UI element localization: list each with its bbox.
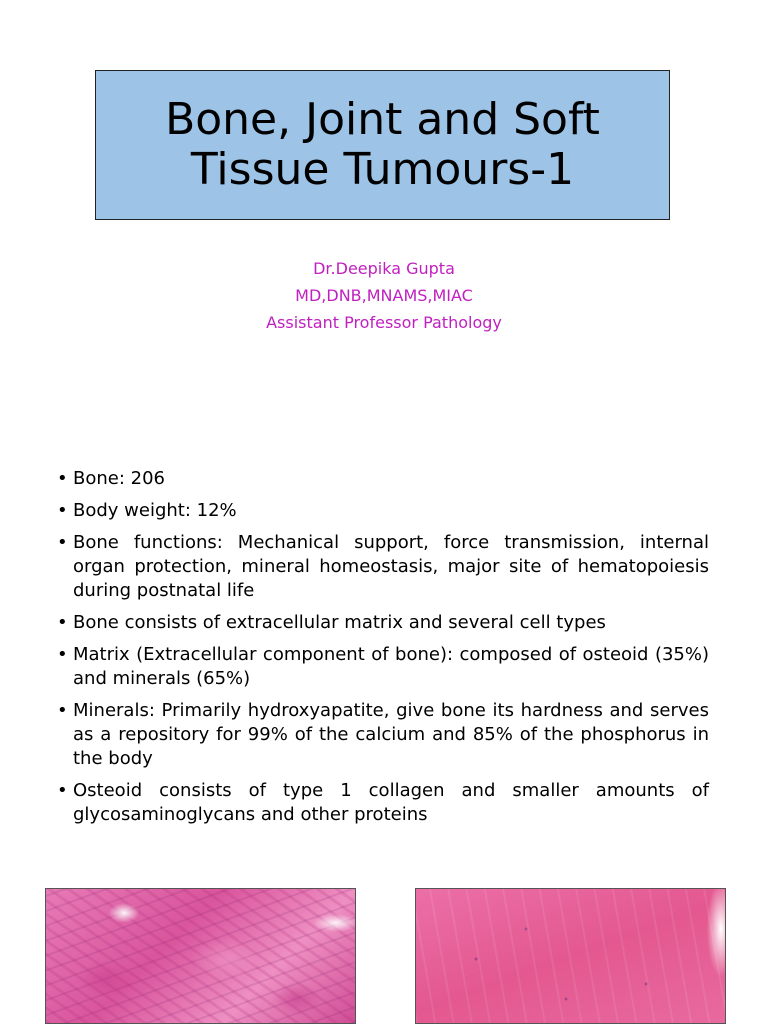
bullet-item: • Osteoid consists of type 1 collagen and smaller amounts of glycosaminoglycans and other proteins [57,779,709,827]
histology-image-right [415,888,726,1024]
author-position: Assistant Professor Pathology [266,313,502,332]
slide-title-line-1: Bone, Joint and Soft [165,94,600,145]
bullet-list [57,467,709,835]
bullet-item: • Bone: 206 [57,467,709,491]
slide-title-box [95,70,670,220]
bullet-item: • Body weight: 12% [57,499,709,523]
bullet-item: • Matrix (Extracellular component of bone): composed of osteoid (35%) and minerals (65%) [57,643,709,691]
bullet-item: • Bone consists of extracellular matrix and several cell types [57,611,709,635]
author-name: Dr.Deepika Gupta [313,259,455,278]
histology-image-left [45,888,356,1024]
bullet-item: • Minerals: Primarily hydroxyapatite, give bone its hardness and serves as a repository for 99% of the calcium and 85% of the phosphorus in the body [57,699,709,771]
bullet-item: • Bone functions: Mechanical support, force transmission, internal organ protection, mineral homeostasis, major site of hematopoiesis during postnatal life [57,531,709,603]
slide-title-line-2: Tissue Tumours-1 [190,144,575,195]
author-block [0,255,768,336]
author-degrees: MD,DNB,MNAMS,MIAC [295,286,473,305]
